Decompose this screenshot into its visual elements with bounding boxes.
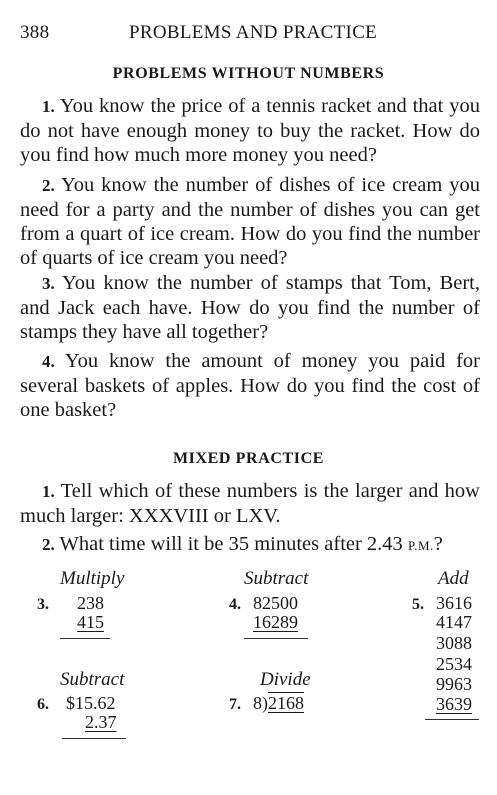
exercise-3-top: 238 [77,593,104,613]
question-text: Tell which of these numbers is the larger and how much larger: XXXVIII or LXV. [20,480,480,527]
problem-4 [20,349,480,422]
exercise-4-answer-rule [244,638,308,639]
practice-question-1 [20,479,480,528]
exercise-5-addend: 3088 [436,633,472,653]
exercise-5-answer-rule [425,719,479,720]
division-bracket: ) [262,693,268,713]
exercise-4-top: 82500 [253,593,298,613]
exercise-6-bottom: 2.37 [85,712,117,732]
exercise-6-top: $15.62 [66,693,116,713]
exercise-6-answer-rule [62,738,126,739]
problem-number: 4. [42,352,55,371]
running-title: PROBLEMS AND PRACTICE [129,22,378,43]
question-text: What time will it be 35 minutes after 2.43 [59,533,403,555]
section-title-problems-without-numbers: PROBLEMS WITHOUT NUMBERS [112,65,385,82]
problem-3 [20,271,480,344]
pm-label: P.M. [407,538,434,553]
exercise-5-addend: 3616 [436,593,472,613]
exercise-3-number: 3. [37,596,49,613]
problem-number: 3. [42,274,55,293]
exercise-7-divisor: 8 [253,693,262,713]
practice-question-2 [20,532,480,558]
exercise-5-addend: 9963 [436,674,472,694]
page-number: 388 [20,22,50,43]
exercise-4-bottom: 16289 [253,612,298,632]
exercise-5-addend: 2534 [436,654,472,674]
exercise-5-addend: 3639 [436,694,472,714]
exercise-3-label: Multiply [60,568,125,589]
exercise-3-bottom: 415 [77,612,104,632]
exercise-4-label: Subtract [244,568,309,589]
exercise-5-number: 5. [412,596,424,613]
exercise-6-number: 6. [37,696,49,713]
problem-text: You know the amount of money you paid for several baskets of apples. How do you find the cost of one basket? [20,350,480,421]
problem-text: You know the price of a tennis racket and that you do not have enough money to buy the racket. How do you find how much more money you need? [20,95,480,166]
problem-text: You know the number of dishes of ice cream you need for a party and the number of dishes you can get from a quart of ice cream. How do you find the number of quarts of ice cream you need? [20,174,480,269]
exercise-7-division [253,693,304,714]
problem-1 [20,94,480,167]
exercise-5-addend: 4147 [436,612,472,632]
problem-number: 1. [42,97,55,116]
question-end: ? [433,533,443,555]
exercise-7-label: Divide [260,669,311,690]
exercise-4-number: 4. [229,596,241,613]
exercise-3-answer-rule [60,638,110,639]
problem-number: 2. [42,176,55,195]
problem-text: You know the number of stamps that Tom, Bert, and Jack each have. How do you find the number of stamps they have all together? [20,272,480,343]
question-number: 2. [42,535,55,554]
exercise-7-dividend: 2168 [268,693,304,713]
exercise-7-number: 7. [229,696,241,713]
problem-2 [20,173,480,270]
section-title-mixed-practice: MIXED PRACTICE [172,450,325,467]
exercise-6-label: Subtract [60,669,125,690]
exercise-5-label: Add [438,568,469,589]
question-number: 1. [42,482,55,501]
